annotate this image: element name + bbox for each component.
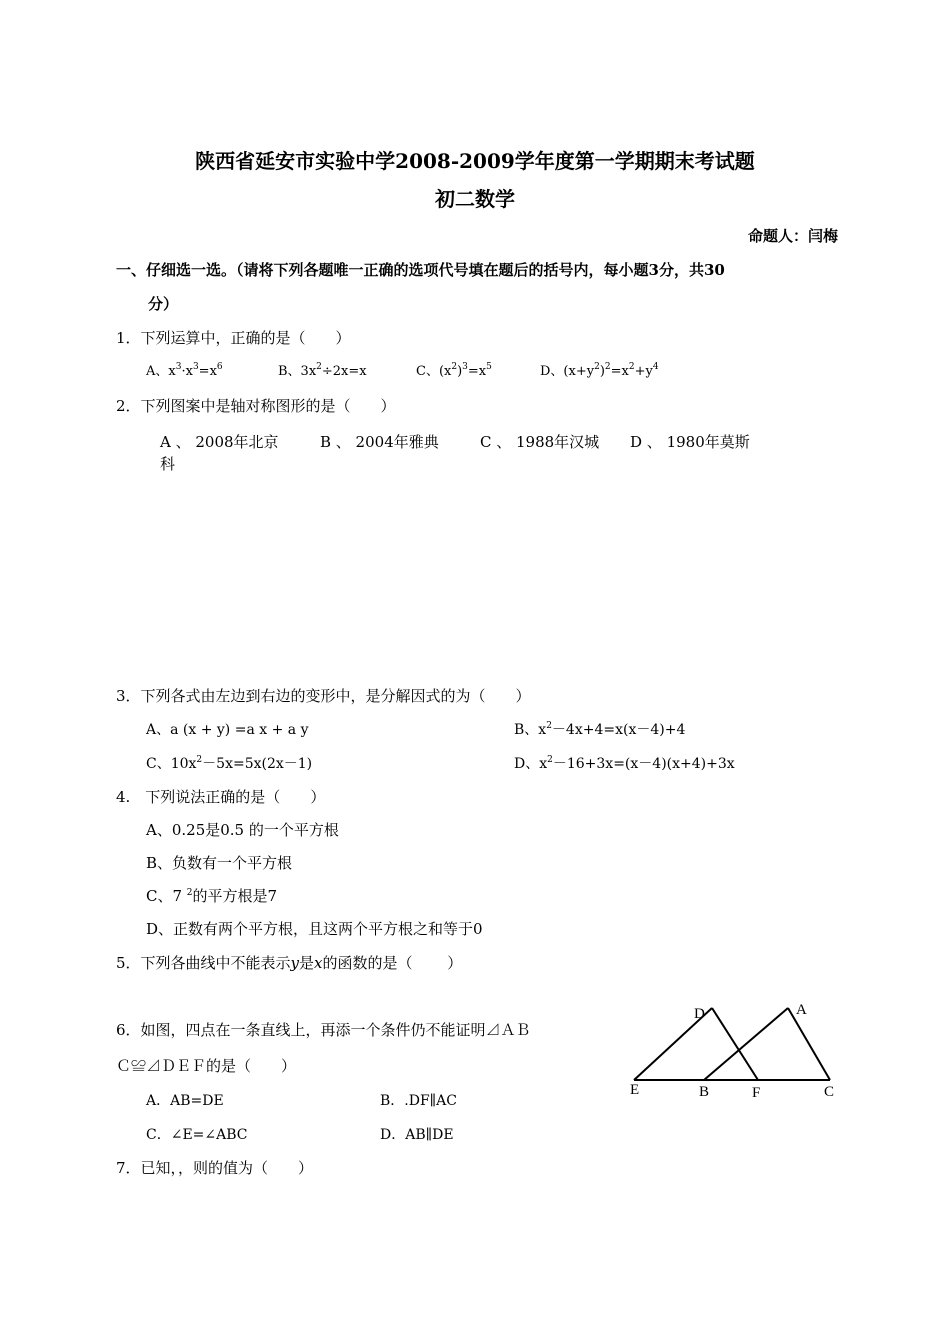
q6-option-d: D．AB∥DE [380,1127,454,1143]
segment-ba [704,1008,788,1080]
segment-ac [788,1008,830,1080]
q2-option-a: A 、 2008年北京 [160,433,279,451]
section1-heading: 一、仔细选一选。（请将下列各题唯一正确的选项代号填在题后的括号内，每小题3分，共30 [116,261,725,279]
author-line: 命题人：闫梅 [747,227,838,245]
q6-stem: 6．如图，四点在一条直线上，再添一个条件仍不能证明⊿ＡＢ [116,1021,531,1039]
q2-option-d: D 、 1980年莫斯 [630,433,750,451]
q4-option-c: C、7 $^2$的平方根是7 [146,887,278,905]
q3-stem: 3．下列各式由左边到右边的变形中，是分解因式的为（ ） [116,687,531,705]
q6-option-a: A．AB=DE [146,1093,224,1109]
q4-option-a: A、0.25是0.5 的一个平方根 [146,821,339,839]
q5-stem: 5．下列各曲线中不能表示y是x的函数的是（ ） [116,954,463,972]
label-e: E [630,1082,640,1098]
q2-stem: 2．下列图案中是轴对称图形的是（ ） [116,397,396,415]
q6-option-b: B．.DF∥AC [380,1093,457,1109]
q4-option-b: B、负数有一个平方根 [146,854,293,872]
q3-option-d: D、$x^2-16+3x=(x-4)(x+4)+3x$ [514,755,735,772]
label-d: D [694,1006,705,1022]
q1-option-d: D、$(x+y^2)^2=x^2+y^4$ [540,362,659,379]
q3-option-b: B、$x^2-4x+4=x(x-4)+4$ [514,721,686,738]
q4-option-d: D、正数有两个平方根，且这两个平方根之和等于0 [146,920,483,938]
section1-heading-cont: 分） [148,295,179,313]
q7-stem: 7．已知，，则的值为（ ） [116,1159,314,1177]
q3-option-a: A、a (x + y) =a x + a y [146,722,309,738]
q6-stem-cont: Ｃ≌⊿ＤＥＦ的是（ ） [116,1057,297,1075]
exam-title: 陕西省延安市实验中学2008-2009学年度第一学期期末考试题 [195,149,755,173]
q1-stem: 1．下列运算中，正确的是（ ） [116,329,351,347]
q1-option-c: C、$(x^2)^3=x^5$ [416,362,492,379]
q3-option-c: C、$10x^2-5x=5x(2x-1)$ [146,755,313,772]
q2-option-c: C 、 1988年汉城 [480,433,600,451]
q1-option-b: B、$3x^2\div 2x=x$ [278,362,367,379]
q2-option-b: B 、 2004年雅典 [320,433,439,451]
q1-option-a: A、$x^3\cdot x^3=x^6$ [146,362,223,379]
label-c: C [824,1084,835,1100]
triangle-figure [620,1000,850,1110]
q4-stem: 4. 下列说法正确的是（ ） [116,788,326,806]
label-b: B [699,1084,710,1100]
label-f: F [752,1085,761,1101]
q6-option-c: C．∠E=∠ABC [146,1127,248,1143]
q2-option-d-wrap: 科 [160,455,176,473]
segment-df [712,1008,758,1080]
label-a: A [796,1002,807,1018]
exam-subtitle: 初二数学 [435,187,515,211]
